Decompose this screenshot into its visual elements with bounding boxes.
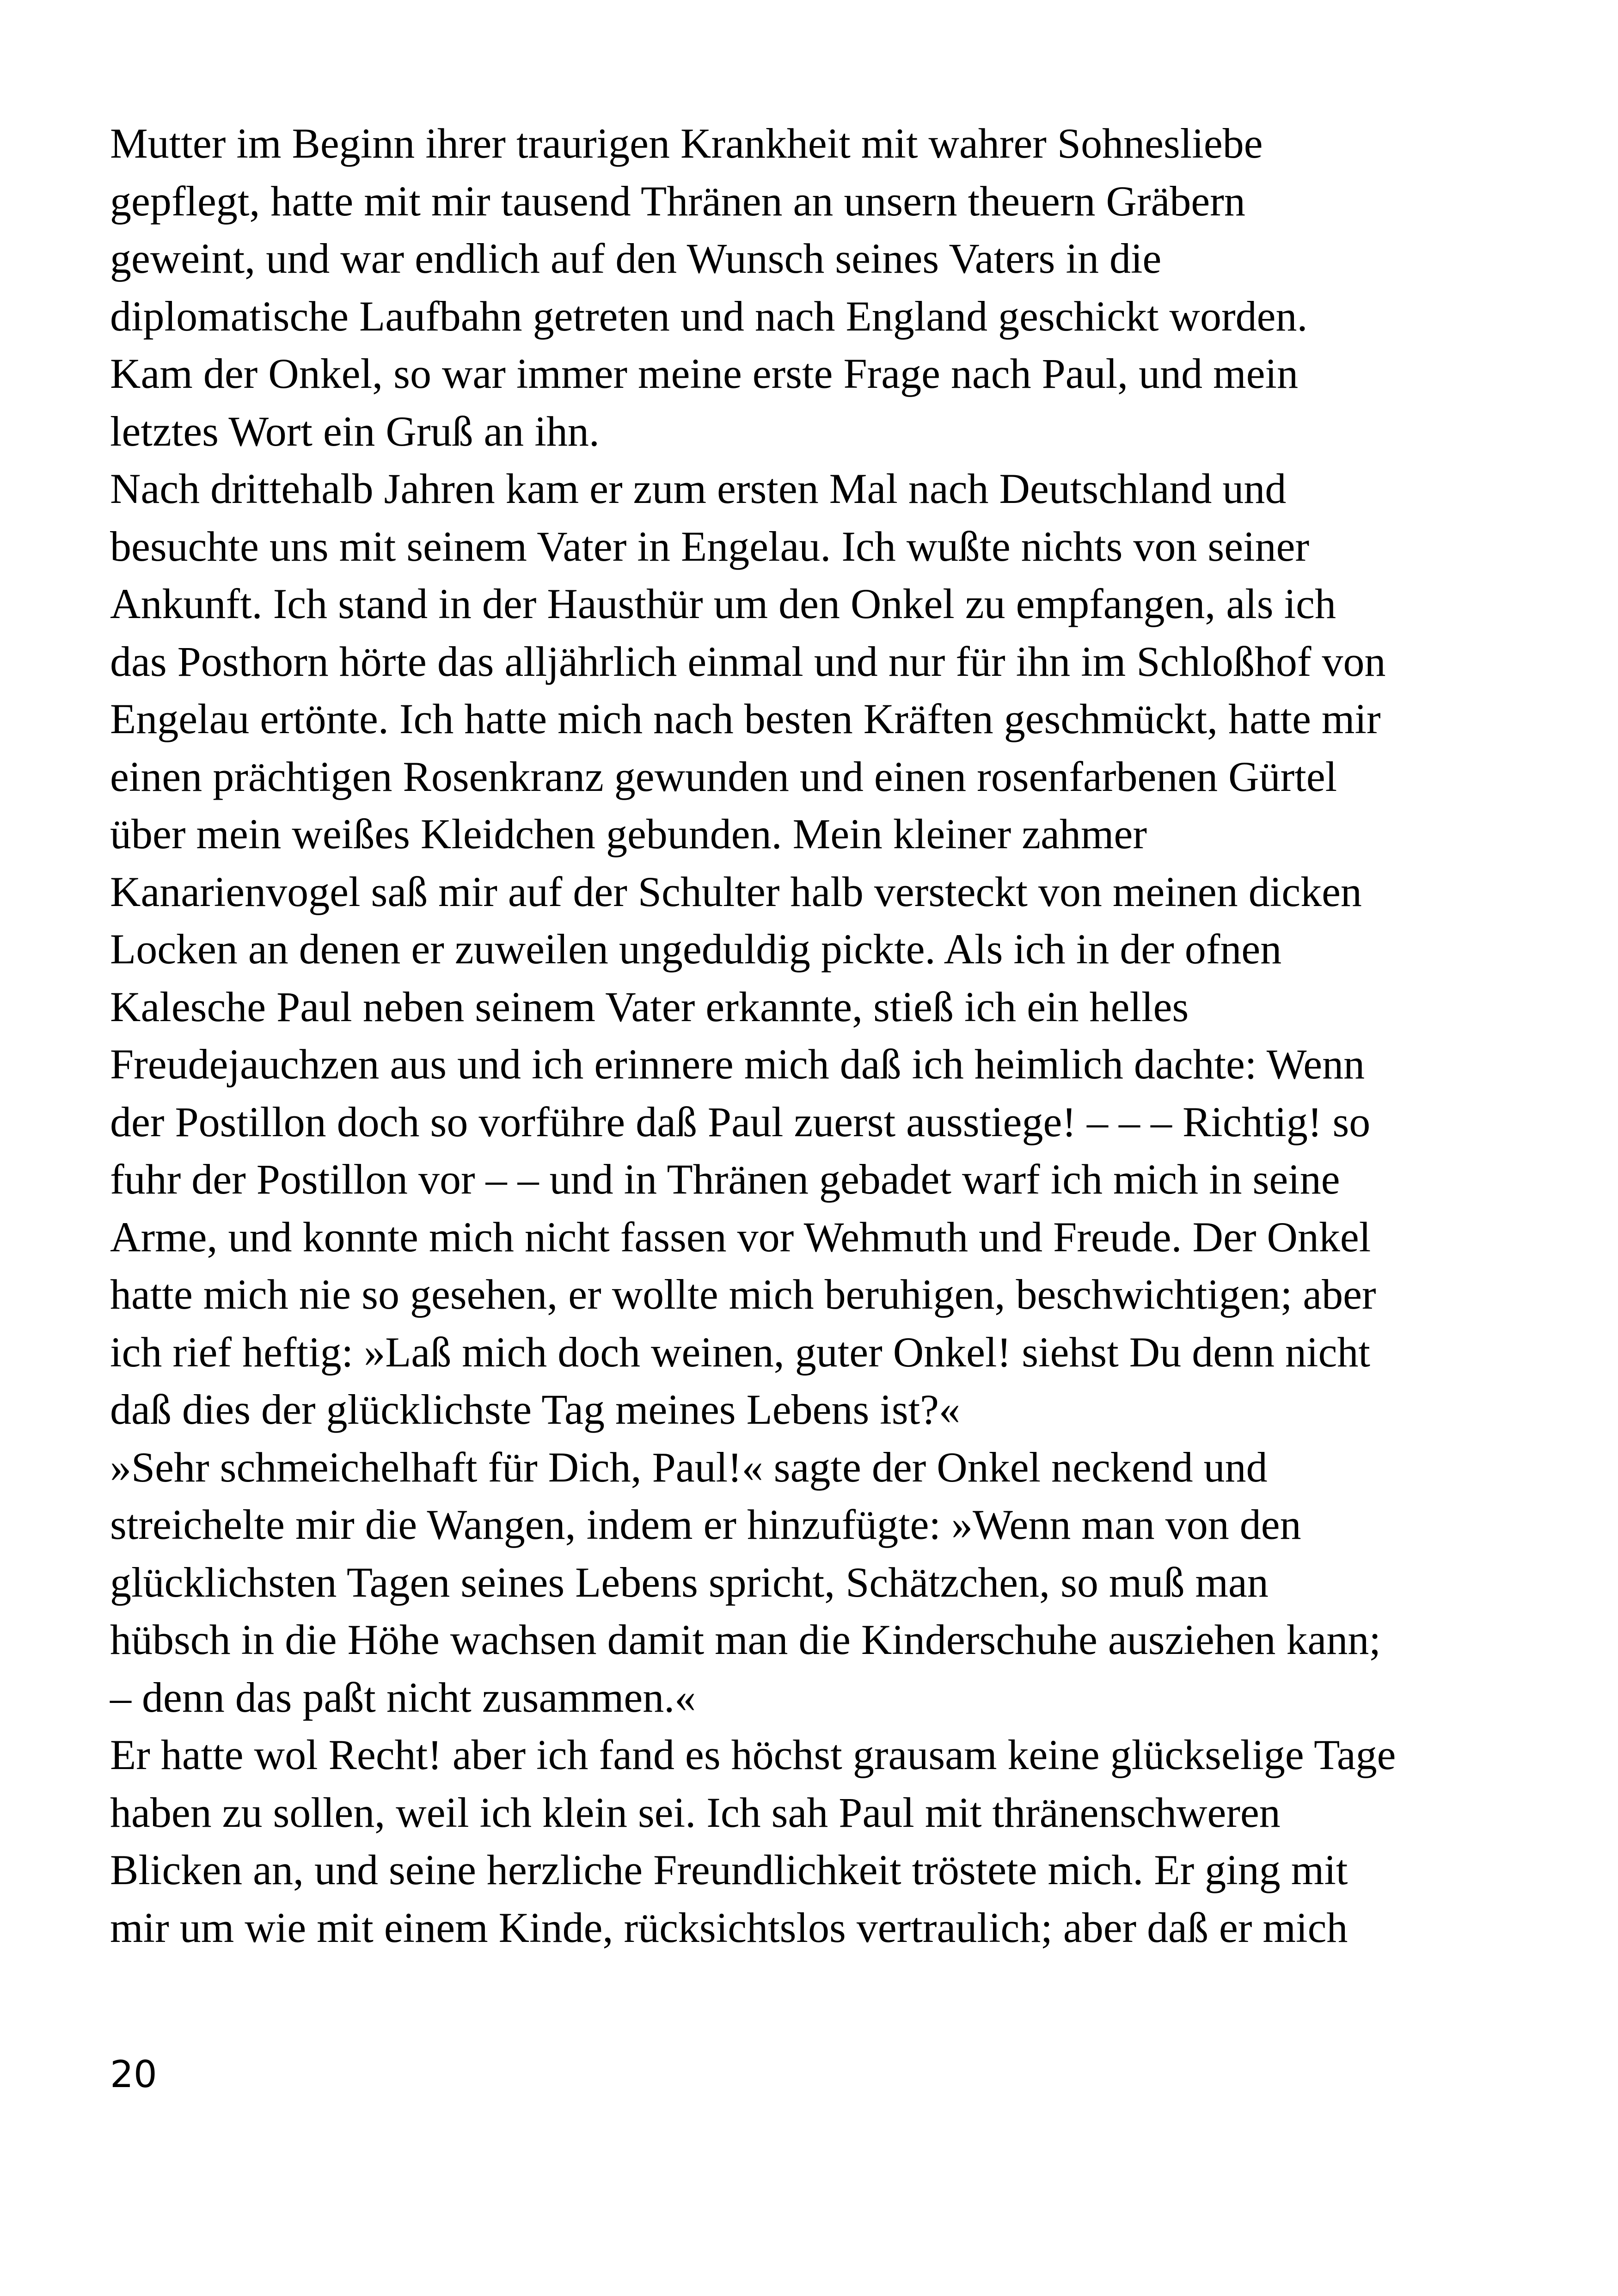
text-line: Mutter im Beginn ihrer traurigen Krankheit mit wahrer Sohnesliebe (110, 120, 1263, 167)
text-line: letztes Wort ein Gruß an ihn. (110, 407, 600, 455)
text-line: »Sehr schmeichelhaft für Dich, Paul!« sagte der Onkel neckend und (110, 1443, 1268, 1491)
text-line: das Posthorn hörte das alljährlich einmal und nur für ihn im Schloßhof von (110, 637, 1386, 685)
text-line: Locken an denen er zuweilen ungeduldig pickte. Als ich in der ofnen (110, 925, 1282, 973)
text-line: ich rief heftig: »Laß mich doch weinen, guter Onkel! siehst Du denn nicht (110, 1328, 1370, 1376)
text-line: streichelte mir die Wangen, indem er hinzufügte: »Wenn man von den (110, 1501, 1301, 1548)
text-line: Arme, und konnte mich nicht fassen vor Wehmuth und Freude. Der Onkel (110, 1213, 1371, 1261)
page-number: 20 (110, 2053, 157, 2096)
text-line: glücklichsten Tagen seines Lebens spricht, Schätzchen, so muß man (110, 1558, 1269, 1606)
text-line: einen prächtigen Rosenkranz gewunden und einen rosenfarbenen Gürtel (110, 753, 1337, 800)
text-line: Freudejauchzen aus und ich erinnere mich daß ich heimlich dachte: Wenn (110, 1041, 1365, 1088)
text-line: besuchte uns mit seinem Vater in Engelau. Ich wußte nichts von seiner (110, 522, 1310, 570)
text-line: – denn das paßt nicht zusammen.« (110, 1673, 696, 1721)
text-line: hübsch in die Höhe wachsen damit man die Kinderschuhe ausziehen kann; (110, 1616, 1381, 1663)
text-line: gepflegt, hatte mit mir tausend Thränen an unsern theuern Gräbern (110, 177, 1245, 225)
text-line: fuhr der Postillon vor – – und in Thränen gebadet warf ich mich in seine (110, 1156, 1340, 1203)
text-line: Kalesche Paul neben seinem Vater erkannte, stieß ich ein helles (110, 983, 1189, 1030)
text-line: geweint, und war endlich auf den Wunsch seines Vaters in die (110, 235, 1162, 282)
text-line: Blicken an, und seine herzliche Freundlichkeit tröstete mich. Er ging mit (110, 1846, 1348, 1893)
text-line: der Postillon doch so vorführe daß Paul zuerst ausstiege! – – – Richtig! so (110, 1098, 1371, 1145)
text-line: Nach drittehalb Jahren kam er zum ersten Mal nach Deutschland und (110, 465, 1287, 512)
text-line: Ankunft. Ich stand in der Hausthür um den Onkel zu empfangen, als ich (110, 580, 1336, 627)
text-line: mir um wie mit einem Kinde, rücksichtslos vertraulich; aber daß er mich (110, 1904, 1348, 1951)
text-line: hatte mich nie so gesehen, er wollte mich beruhigen, beschwichtigen; aber (110, 1271, 1376, 1318)
text-line: Engelau ertönte. Ich hatte mich nach besten Kräften geschmückt, hatte mir (110, 695, 1381, 742)
text-line: Er hatte wol Recht! aber ich fand es höchst grausam keine glückselige Tage (110, 1731, 1396, 1778)
text-line: daß dies der glücklichste Tag meines Lebens ist?« (110, 1386, 961, 1433)
body-text (110, 115, 1543, 1956)
text-line: über mein weißes Kleidchen gebunden. Mein kleiner zahmer (110, 810, 1147, 857)
text-line: haben zu sollen, weil ich klein sei. Ich sah Paul mit thränenschweren (110, 1788, 1281, 1836)
text-line: Kam der Onkel, so war immer meine erste Frage nach Paul, und mein (110, 350, 1299, 397)
text-line: Kanarienvogel saß mir auf der Schulter halb versteckt von meinen dicken (110, 868, 1362, 915)
text-line: diplomatische Laufbahn getreten und nach England geschickt worden. (110, 292, 1308, 340)
